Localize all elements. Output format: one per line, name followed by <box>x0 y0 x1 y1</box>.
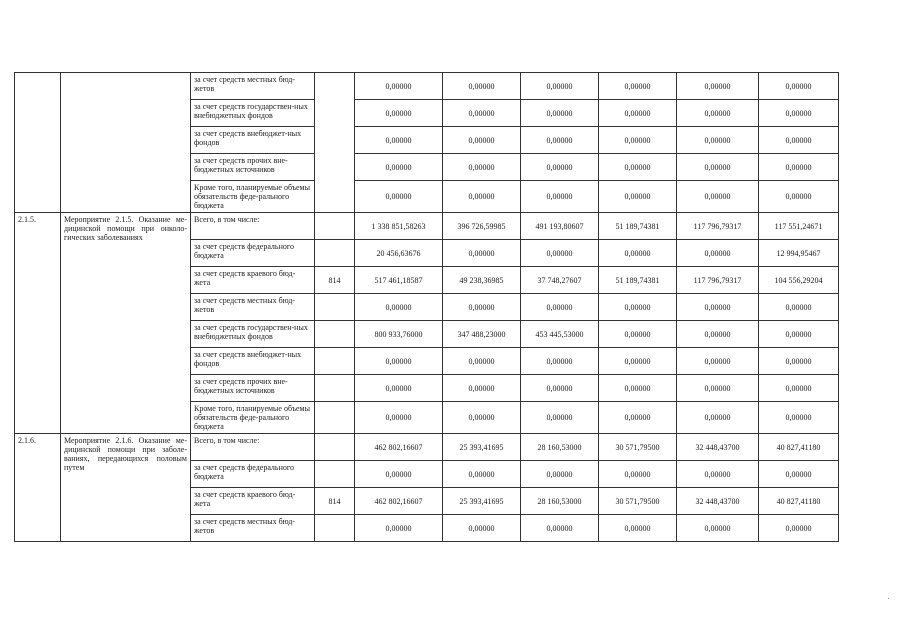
amount-cell: 0,00000 <box>759 294 839 321</box>
amount-cell: 0,00000 <box>599 461 677 488</box>
amount-cell: 30 571,79500 <box>599 434 677 461</box>
amount-cell: 491 193,80607 <box>521 213 599 240</box>
event-name-cell <box>61 73 191 213</box>
table-row <box>15 434 839 461</box>
amount-cell: 0,00000 <box>677 402 759 434</box>
funding-source-cell: Всего, в том числе: <box>191 213 315 240</box>
ministry-code-cell <box>315 348 355 375</box>
amount-cell: 0,00000 <box>355 181 443 213</box>
amount-cell: 0,00000 <box>759 127 839 154</box>
amount-cell: 0,00000 <box>443 240 521 267</box>
amount-cell: 1 338 851,58263 <box>355 213 443 240</box>
funding-source-cell: Кроме того, планируемые объемы обязательств феде-рального бюджета <box>191 181 315 213</box>
amount-cell: 0,00000 <box>677 515 759 542</box>
amount-cell: 51 189,74381 <box>599 213 677 240</box>
ministry-code-cell <box>315 515 355 542</box>
amount-cell: 37 748,27607 <box>521 267 599 294</box>
table-row <box>15 213 839 240</box>
amount-cell: 0,00000 <box>521 154 599 181</box>
event-name-cell: Мероприятие 2.1.6. Оказание ме-дицинской помощи при заболе-ваниях, передающихся половым путем <box>61 434 191 542</box>
ministry-code-cell <box>315 294 355 321</box>
amount-cell: 0,00000 <box>599 73 677 100</box>
amount-cell: 117 796,79317 <box>677 213 759 240</box>
amount-cell: 0,00000 <box>355 375 443 402</box>
amount-cell: 0,00000 <box>677 321 759 348</box>
amount-cell: 0,00000 <box>759 402 839 434</box>
amount-cell: 0,00000 <box>677 181 759 213</box>
amount-cell: 0,00000 <box>521 461 599 488</box>
amount-cell: 0,00000 <box>443 100 521 127</box>
amount-cell: 0,00000 <box>759 515 839 542</box>
amount-cell: 0,00000 <box>355 73 443 100</box>
amount-cell: 0,00000 <box>599 294 677 321</box>
event-name-cell: Мероприятие 2.1.5. Оказание ме-дицинской помощи при онколо-гических заболеваниях <box>61 213 191 434</box>
amount-cell: 0,00000 <box>355 294 443 321</box>
funding-source-cell: за счет средств внебюджет-ных фондов <box>191 348 315 375</box>
ministry-code-cell <box>315 375 355 402</box>
amount-cell: 517 461,18587 <box>355 267 443 294</box>
amount-cell: 40 827,41180 <box>759 434 839 461</box>
amount-cell: 0,00000 <box>355 348 443 375</box>
amount-cell: 462 802,16607 <box>355 488 443 515</box>
amount-cell: 0,00000 <box>443 515 521 542</box>
amount-cell: 0,00000 <box>599 375 677 402</box>
amount-cell: 0,00000 <box>677 461 759 488</box>
scan-speck <box>888 598 889 599</box>
amount-cell: 12 994,95467 <box>759 240 839 267</box>
amount-cell: 0,00000 <box>677 375 759 402</box>
ministry-code-cell <box>315 213 355 240</box>
ministry-code-cell <box>315 321 355 348</box>
amount-cell: 0,00000 <box>521 294 599 321</box>
funding-source-cell: за счет средств прочих вне-бюджетных источников <box>191 375 315 402</box>
amount-cell: 0,00000 <box>759 100 839 127</box>
row-index-cell: 2.1.5. <box>15 213 61 434</box>
amount-cell: 0,00000 <box>759 375 839 402</box>
amount-cell: 0,00000 <box>443 73 521 100</box>
amount-cell: 0,00000 <box>521 375 599 402</box>
amount-cell: 0,00000 <box>599 181 677 213</box>
amount-cell: 800 933,76000 <box>355 321 443 348</box>
amount-cell: 28 160,53000 <box>521 434 599 461</box>
amount-cell: 0,00000 <box>759 321 839 348</box>
row-index-cell <box>15 73 61 213</box>
amount-cell: 0,00000 <box>759 73 839 100</box>
funding-source-cell: за счет средств местных бюд-жетов <box>191 73 315 100</box>
ministry-code-cell: 814 <box>315 267 355 294</box>
amount-cell: 117 796,79317 <box>677 267 759 294</box>
amount-cell: 0,00000 <box>443 375 521 402</box>
amount-cell: 0,00000 <box>759 181 839 213</box>
amount-cell: 25 393,41695 <box>443 434 521 461</box>
ministry-code-cell <box>315 402 355 434</box>
amount-cell: 0,00000 <box>677 73 759 100</box>
amount-cell: 25 393,41695 <box>443 488 521 515</box>
amount-cell: 0,00000 <box>599 348 677 375</box>
amount-cell: 0,00000 <box>759 461 839 488</box>
amount-cell: 0,00000 <box>443 154 521 181</box>
amount-cell: 0,00000 <box>599 240 677 267</box>
amount-cell: 0,00000 <box>759 154 839 181</box>
funding-source-cell: за счет средств местных бюд-жетов <box>191 515 315 542</box>
amount-cell: 28 160,53000 <box>521 488 599 515</box>
ministry-code-cell <box>315 434 355 461</box>
amount-cell: 32 448,43700 <box>677 434 759 461</box>
amount-cell: 0,00000 <box>443 461 521 488</box>
funding-source-cell: за счет средств федерального бюджета <box>191 461 315 488</box>
amount-cell: 0,00000 <box>355 100 443 127</box>
amount-cell: 0,00000 <box>599 127 677 154</box>
amount-cell: 396 726,59985 <box>443 213 521 240</box>
amount-cell: 0,00000 <box>443 127 521 154</box>
amount-cell: 0,00000 <box>355 402 443 434</box>
amount-cell: 0,00000 <box>677 348 759 375</box>
ministry-code-cell <box>315 240 355 267</box>
amount-cell: 0,00000 <box>521 127 599 154</box>
amount-cell: 462 802,16607 <box>355 434 443 461</box>
funding-source-cell: за счет средств прочих вне-бюджетных источников <box>191 154 315 181</box>
amount-cell: 20 456,63676 <box>355 240 443 267</box>
amount-cell: 0,00000 <box>355 127 443 154</box>
amount-cell: 0,00000 <box>599 321 677 348</box>
amount-cell: 49 238,36985 <box>443 267 521 294</box>
funding-source-cell: за счет средств местных бюд-жетов <box>191 294 315 321</box>
amount-cell: 0,00000 <box>677 294 759 321</box>
amount-cell: 0,00000 <box>677 127 759 154</box>
amount-cell: 117 551,24671 <box>759 213 839 240</box>
budget-table-page <box>14 72 838 542</box>
funding-source-cell: за счет средств краевого бюд-жета <box>191 488 315 515</box>
amount-cell: 0,00000 <box>677 240 759 267</box>
row-index-cell: 2.1.6. <box>15 434 61 542</box>
amount-cell: 0,00000 <box>443 181 521 213</box>
table-row <box>15 73 839 100</box>
amount-cell: 0,00000 <box>599 402 677 434</box>
amount-cell: 30 571,79500 <box>599 488 677 515</box>
funding-source-cell: за счет средств внебюджет-ных фондов <box>191 127 315 154</box>
funding-source-cell: Кроме того, планируемые объемы обязательств феде-рального бюджета <box>191 402 315 434</box>
amount-cell: 0,00000 <box>599 154 677 181</box>
amount-cell: 0,00000 <box>677 100 759 127</box>
funding-source-cell: за счет средств федерального бюджета <box>191 240 315 267</box>
amount-cell: 0,00000 <box>521 515 599 542</box>
amount-cell: 0,00000 <box>677 154 759 181</box>
ministry-code-cell: 814 <box>315 488 355 515</box>
amount-cell: 0,00000 <box>521 100 599 127</box>
amount-cell: 0,00000 <box>599 100 677 127</box>
amount-cell: 0,00000 <box>521 73 599 100</box>
amount-cell: 0,00000 <box>521 348 599 375</box>
amount-cell: 32 448,43700 <box>677 488 759 515</box>
budget-table <box>14 72 839 542</box>
amount-cell: 0,00000 <box>443 294 521 321</box>
amount-cell: 0,00000 <box>443 348 521 375</box>
amount-cell: 453 445,53000 <box>521 321 599 348</box>
amount-cell: 0,00000 <box>521 181 599 213</box>
amount-cell: 51 189,74381 <box>599 267 677 294</box>
amount-cell: 40 827,41180 <box>759 488 839 515</box>
funding-source-cell: за счет средств государствен-ных внебюджетных фондов <box>191 321 315 348</box>
ministry-code-cell <box>315 461 355 488</box>
amount-cell: 0,00000 <box>759 348 839 375</box>
ministry-code-cell <box>315 73 355 213</box>
amount-cell: 104 556,29204 <box>759 267 839 294</box>
amount-cell: 0,00000 <box>521 240 599 267</box>
amount-cell: 0,00000 <box>355 154 443 181</box>
amount-cell: 0,00000 <box>355 515 443 542</box>
amount-cell: 0,00000 <box>521 402 599 434</box>
amount-cell: 0,00000 <box>443 402 521 434</box>
funding-source-cell: за счет средств государствен-ных внебюджетных фондов <box>191 100 315 127</box>
funding-source-cell: за счет средств краевого бюд-жета <box>191 267 315 294</box>
amount-cell: 347 488,23000 <box>443 321 521 348</box>
funding-source-cell: Всего, в том числе: <box>191 434 315 461</box>
amount-cell: 0,00000 <box>599 515 677 542</box>
amount-cell: 0,00000 <box>355 461 443 488</box>
